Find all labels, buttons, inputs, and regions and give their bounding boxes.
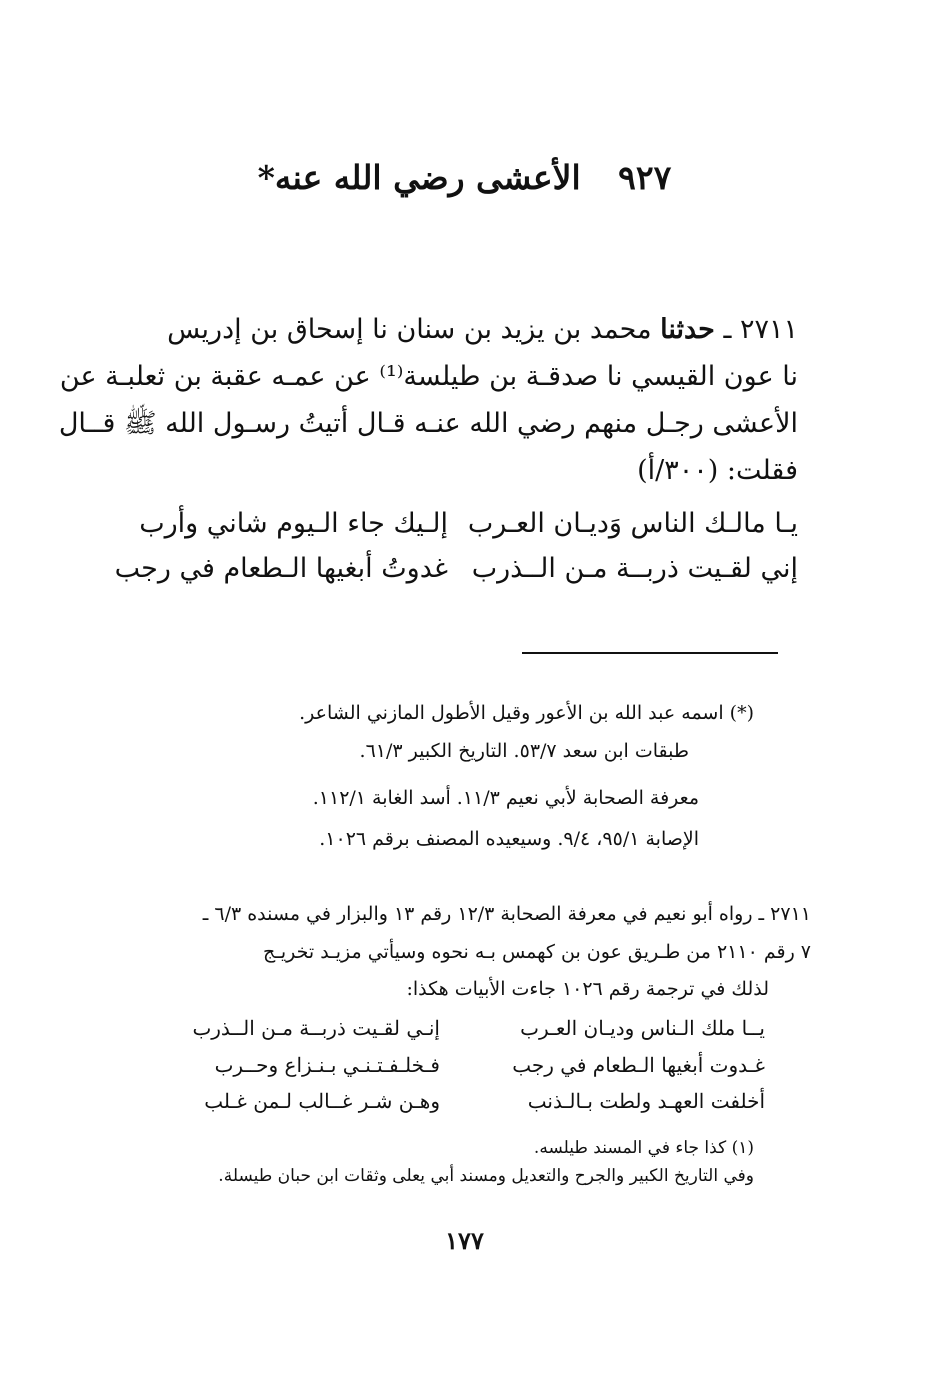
hadith-line: ٢٧١١ ـ حدثنا محمد بن يزيد بن سنان نا إسحاق بن إدريس (167, 314, 798, 345)
footnote-star-line: طبقات ابن سعد ٥٣/٧. التاريخ الكبير ٦١/٣. (359, 740, 689, 762)
poem-verse (118, 502, 798, 546)
entry-number: ٩٢٧ (618, 158, 672, 197)
hadith-number: ٢٧١١ ـ (723, 314, 798, 345)
note-line: وفي التاريخ الكبير والجرح والتعديل ومسند أبي يعلى وثقات ابن حبان طيسلة. (218, 1166, 754, 1186)
verse-first-hemistich: أخلفت العهـد ولطت بـالـذنب (527, 1089, 765, 1113)
hadith-text (58, 306, 798, 494)
verse-second-hemistich: إنـي لقـيت ذربــة مـن الــذرب (192, 1016, 440, 1040)
footnote-star-line: الإصابة ٩٥/١، ٩/٤. وسيعيده المصنف برقم ١٠٢٦. (319, 828, 699, 850)
entry-title: الأعشى رضي الله عنه* (257, 158, 581, 197)
note-line: (١) كذا جاء في المسند طيلسه. (533, 1138, 754, 1158)
verse-first-hemistich: غـدوت أبغيها الـطعام في رجب (512, 1053, 765, 1077)
footnote-hadith-line: ٧ رقم ٢١١٠ من طـريق عون بن كهمس بـه نحوه وسيأتي مزيـد تخريـج (263, 941, 811, 963)
hadith-line: نا عون القيسي نا صدقـة بن طيلسة⁽¹⁾ عن عمـه عقبة بن ثعلبـة عن (59, 361, 798, 392)
footnote-star-line: (*) اسمه عبد الله بن الأعور وقيل الأطول المازني الشاعر. (299, 702, 754, 724)
verse-first-hemistich: يـا مالـك الناس وَديـان العـرب (467, 508, 798, 539)
footnote-hadith-line: ٢٧١١ ـ رواه أبو نعيم في معرفة الصحابة ١٢/٣ رقم ١٣ والبزار في مسنده ٦/٣ ـ (202, 903, 811, 925)
footnote-poem-verse (150, 1047, 765, 1083)
verse-second-hemistich: غدوتُ أبغيها الـطعام في رجب (114, 553, 448, 584)
poem-verse (114, 547, 798, 591)
hadith-line: فقلت: (٣٠٠/أ) (637, 455, 798, 486)
footnote-separator (522, 652, 778, 654)
hadith-narration-word: حدثنا (660, 314, 715, 345)
verse-second-hemistich: فـخلـفـتـنـي بـنـزاع وحــرب (214, 1053, 440, 1077)
verse-first-hemistich: يــا ملك الـناس وديـان العـرب (520, 1016, 765, 1040)
verse-first-hemistich: إني لقـيت ذربــة مـن الــذرب (471, 553, 798, 584)
footnote-star-line: معرفة الصحابة لأبي نعيم ١١/٣. أسد الغابة ١١٢/١. (312, 787, 699, 809)
footnote-poem-verse (150, 1083, 765, 1119)
entry-heading (0, 158, 929, 197)
verse-second-hemistich: إلـيك جاء الـيوم شاني وأرب (139, 508, 448, 539)
footnote-hadith-line: لذلك في ترجمة رقم ١٠٢٦ جاءت الأبيات هكذا: (406, 978, 769, 1000)
page-number: ١٧٧ (445, 1226, 484, 1255)
footnote-poem-verse (150, 1010, 765, 1046)
hadith-line: الأعشى رجـل منهم رضي الله عنـه قـال أتيتُ رسـول الله ﷺ قــال (58, 408, 798, 439)
verse-second-hemistich: وهـن شـر غــالب لـمن غـلب (204, 1089, 440, 1113)
